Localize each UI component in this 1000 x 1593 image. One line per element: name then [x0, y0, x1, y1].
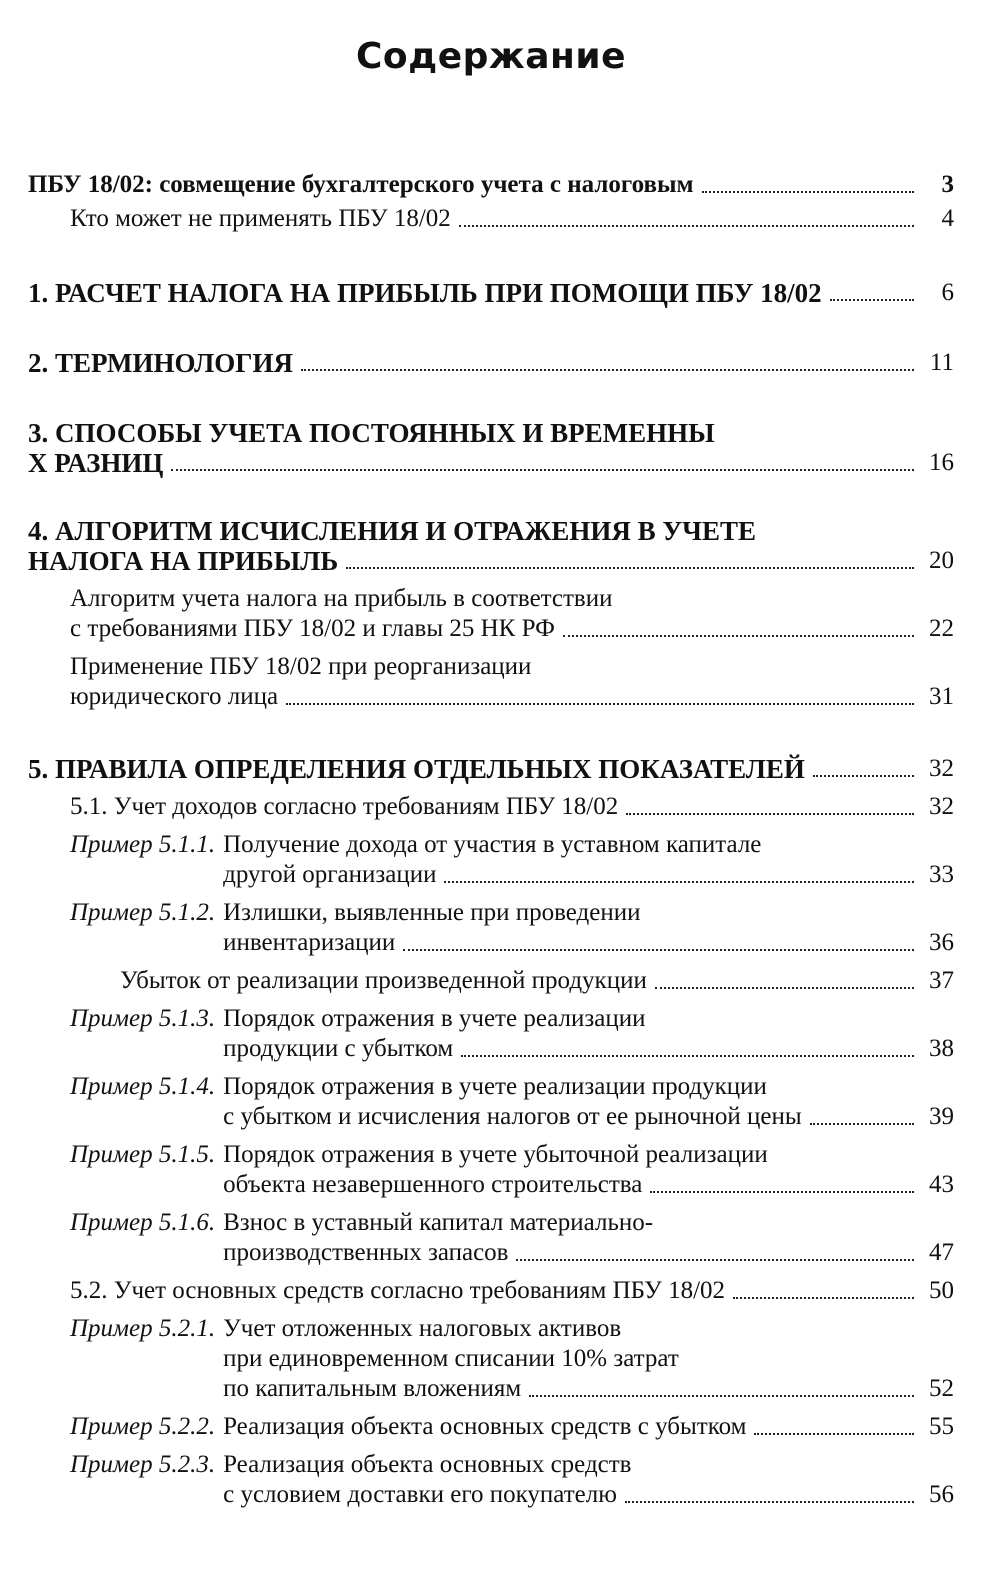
example-label: Пример 5.2.2. — [70, 1413, 216, 1440]
entry-title-line: при единовременном списании 10% затрат — [223, 1345, 679, 1372]
leader-dots — [171, 469, 914, 471]
page-number: 56 — [929, 1481, 954, 1508]
page-number: 20 — [929, 547, 954, 574]
entry-title: 2. ТЕРМИНОЛОГИЯ — [28, 348, 293, 378]
leader-dots — [461, 1055, 914, 1057]
entry-title-line: юридического лица — [70, 683, 279, 710]
leader-dots — [626, 813, 914, 815]
entry-title: 5.2. Учет основных средств согласно требованиям ПБУ 18/02 — [70, 1277, 726, 1304]
entry-title: Кто может не применять ПБУ 18/02 — [70, 205, 451, 232]
toc-entry[interactable] — [28, 584, 954, 644]
leader-dots — [810, 1123, 914, 1125]
toc-entry[interactable] — [28, 1072, 954, 1132]
entry-title-line: с убытком и исчисления налогов от ее рыночной цены — [223, 1103, 802, 1130]
entry-title-line: Взнос в уставный капитал материально- — [223, 1209, 654, 1236]
entry-title-line: Порядок отражения в учете убыточной реализации — [223, 1141, 768, 1168]
toc-entry[interactable] — [28, 1208, 954, 1268]
toc-entry[interactable] — [28, 516, 954, 576]
page-number: 43 — [929, 1171, 954, 1198]
toc-entry[interactable] — [28, 652, 954, 712]
leader-dots — [625, 1501, 914, 1503]
leader-dots — [830, 299, 914, 301]
example-label: Пример 5.1.6. — [70, 1209, 216, 1236]
leader-dots — [516, 1259, 914, 1261]
page-number: 32 — [929, 793, 954, 820]
entry-title-line: Реализация объекта основных средств с убытком — [223, 1413, 747, 1440]
toc-entry[interactable] — [28, 1140, 954, 1200]
entry-title-line: другой организации — [223, 861, 437, 888]
page-number: 4 — [941, 205, 954, 232]
example-label: Пример 5.1.4. — [70, 1073, 216, 1100]
page-number: 6 — [941, 279, 954, 306]
toc-entry[interactable] — [28, 170, 954, 200]
entry-title-line: инвентаризации — [223, 929, 396, 956]
toc-entry[interactable] — [28, 1004, 954, 1064]
leader-dots — [301, 369, 914, 371]
page-title: Содержание — [355, 36, 627, 77]
toc-entry[interactable] — [28, 1450, 954, 1510]
page-number: 36 — [929, 929, 954, 956]
leader-dots — [733, 1297, 914, 1299]
toc-entry[interactable] — [28, 348, 954, 378]
leader-dots — [403, 949, 914, 951]
entry-title: 1. РАСЧЕТ НАЛОГА НА ПРИБЫЛЬ ПРИ ПОМОЩИ ПБУ 18/02 — [28, 278, 822, 308]
example-label: Пример 5.1.2. — [70, 899, 216, 926]
table-of-contents — [28, 170, 954, 1510]
page-number: 3 — [941, 171, 954, 198]
entry-title-line: Х РАЗНИЦ — [28, 448, 164, 478]
leader-dots — [459, 225, 914, 227]
example-label: Пример 5.1.3. — [70, 1005, 216, 1032]
entry-title-line: с требованиями ПБУ 18/02 и главы 25 НК РФ — [70, 615, 555, 642]
leader-dots — [529, 1395, 914, 1397]
page-number: 11 — [929, 349, 954, 376]
entry-title-line: продукции с убытком — [223, 1035, 454, 1062]
leader-dots — [655, 987, 914, 989]
entry-title: 5.1. Учет доходов согласно требованиям ПБУ 18/02 — [70, 793, 619, 820]
entry-title-line: Алгоритм учета налога на прибыль в соответствии — [70, 585, 613, 612]
entry-title-line: НАЛОГА НА ПРИБЫЛЬ — [28, 546, 339, 576]
entry-title-line: Порядок отражения в учете реализации продукции — [223, 1073, 767, 1100]
entry-title: 5. ПРАВИЛА ОПРЕДЕЛЕНИЯ ОТДЕЛЬНЫХ ПОКАЗАТЕЛЕЙ — [28, 754, 805, 784]
entry-title-line: производственных запасов — [223, 1239, 509, 1266]
page-number: 47 — [929, 1239, 954, 1266]
leader-dots — [444, 881, 914, 883]
toc-entry[interactable] — [28, 1314, 954, 1404]
toc-entry[interactable] — [28, 278, 954, 308]
page-number: 55 — [929, 1413, 954, 1440]
entry-title-line: Учет отложенных налоговых активов — [223, 1315, 622, 1342]
leader-dots — [650, 1191, 914, 1193]
example-label: Пример 5.1.5. — [70, 1141, 216, 1168]
entry-title-line: с условием доставки его покупателю — [223, 1481, 617, 1508]
entry-title-line: Порядок отражения в учете реализации — [223, 1005, 646, 1032]
toc-entry[interactable] — [28, 830, 954, 890]
example-label: Пример 5.2.3. — [70, 1451, 216, 1478]
toc-entry[interactable] — [28, 898, 954, 958]
entry-title-line: Излишки, выявленные при проведении — [223, 899, 641, 926]
page-number: 52 — [929, 1375, 954, 1402]
entry-title-line: Реализация объекта основных средств — [223, 1451, 632, 1478]
toc-entry[interactable] — [28, 1276, 954, 1306]
entry-title-line: 3. СПОСОБЫ УЧЕТА ПОСТОЯННЫХ И ВРЕМЕННЫ — [28, 418, 715, 448]
entry-title-line: объекта незавершенного строительства — [223, 1171, 643, 1198]
leader-dots — [702, 191, 914, 193]
example-label: Пример 5.1.1. — [70, 831, 216, 858]
toc-entry[interactable] — [28, 1412, 954, 1442]
entry-title: Убыток от реализации произведенной продукции — [120, 967, 647, 994]
entry-title-line: по капитальным вложениям — [223, 1375, 522, 1402]
page-number: 37 — [929, 967, 954, 994]
leader-dots — [346, 567, 914, 569]
entry-title-line: Получение дохода от участия в уставном капитале — [223, 831, 762, 858]
leader-dots — [754, 1433, 914, 1435]
example-label: Пример 5.2.1. — [70, 1315, 216, 1342]
page-number: 32 — [929, 755, 954, 782]
page-number: 16 — [929, 449, 954, 476]
leader-dots — [813, 775, 914, 777]
toc-entry[interactable] — [28, 792, 954, 822]
page-number: 33 — [929, 861, 954, 888]
toc-entry[interactable] — [28, 966, 954, 996]
entry-title: ПБУ 18/02: совмещение бухгалтерского учета с налоговым — [28, 171, 694, 198]
page-number: 39 — [929, 1103, 954, 1130]
page-number: 38 — [929, 1035, 954, 1062]
leader-dots — [286, 703, 914, 705]
page-number: 31 — [929, 683, 954, 710]
entry-title-line: Применение ПБУ 18/02 при реорганизации — [70, 653, 532, 680]
page-number: 50 — [929, 1277, 954, 1304]
toc-entry[interactable] — [28, 204, 954, 234]
page-number: 22 — [929, 615, 954, 642]
leader-dots — [563, 635, 914, 637]
toc-entry[interactable] — [28, 754, 954, 784]
entry-title-line: 4. АЛГОРИТМ ИСЧИСЛЕНИЯ И ОТРАЖЕНИЯ В УЧЕТЕ — [28, 516, 757, 546]
toc-entry[interactable] — [28, 418, 954, 478]
